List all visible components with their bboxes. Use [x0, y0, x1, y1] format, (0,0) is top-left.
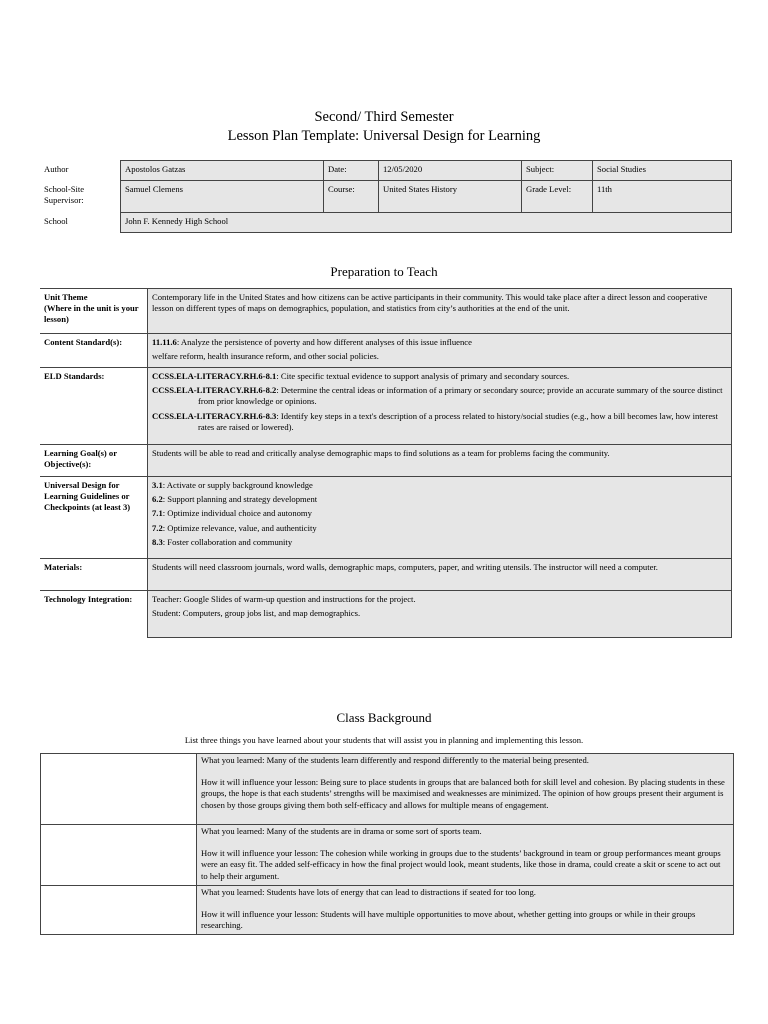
eld-standard-item [152, 411, 727, 433]
subject-label: Subject: [522, 161, 593, 181]
udl-code: 6.2 [152, 494, 163, 505]
course-label: Course: [324, 181, 379, 213]
udl-item [152, 480, 727, 491]
preparation-table [40, 288, 732, 638]
background-section-title: Class Background [336, 710, 432, 725]
influence-text: How it will influence your lesson: Being sure to place students in groups that are balanced both for skill level and cohesion. By placing students in these groups, the hope is that each students’ strengths will be maximised and weaknesses are minimized. The opinion of how groups present their argument is chosen by those groups giving them both self-efficacy and allows for multiple means of engagement. [201, 777, 725, 810]
eld-standard-code: CCSS.ELA-LITERACY.RH.6-8.1 [152, 371, 277, 381]
background-entry [197, 886, 734, 935]
udl-text: : Activate or supply background knowledge [162, 480, 313, 490]
eld-standard-text: : Determine the central ideas or information of a primary or secondary source; provide an accurate summary of the source distinct from prior knowledge or opinions. [198, 385, 723, 407]
technology-student: Student: Computers, group jobs list, and map demographics. [152, 608, 361, 619]
materials-value: Students will need classroom journals, word walls, demographic maps, computers, paper, and writing utensils. The instructor will need a computer. [148, 559, 732, 591]
eld-standard-item [152, 385, 727, 407]
author-label: Author [44, 163, 69, 174]
udl-item [152, 494, 727, 505]
background-empty-cell [41, 825, 197, 886]
author-value: Apostolos Gatzas [121, 161, 324, 181]
udl-text: : Optimize individual choice and autonomy [162, 508, 312, 519]
unit-theme-label-main: Unit Theme [44, 292, 88, 302]
eld-standard-text: : Identify key steps in a text's description of a process related to history/social studies (e.g., how a bill becomes law, how interest rates are raised or lowered). [198, 410, 718, 432]
content-standard-line1 [152, 337, 727, 348]
influence-text: How it will influence your lesson: The cohesion while working in groups due to the students’ background in team or group performances meant groups were an easy fit. The added self-efficacy in how the final project would look, meant students, like those in drama, could create a skit or scene to act out to help their argument. [201, 848, 721, 881]
learned-text: What you learned: Many of the students learn differently and respond differently to the material being presented. [201, 755, 589, 765]
content-standards-value [148, 334, 732, 368]
background-entry [197, 825, 734, 886]
prep-section-title: Preparation to Teach [330, 264, 438, 279]
unit-theme-label [40, 289, 148, 334]
udl-text: : Support planning and strategy development [162, 494, 318, 505]
eld-standards-value [148, 368, 732, 445]
eld-standard-code: CCSS.ELA-LITERACY.RH.6-8.2 [152, 385, 277, 396]
supervisor-value: Samuel Clemens [121, 181, 324, 213]
udl-text: : Foster collaboration and community [162, 536, 293, 547]
udl-item [152, 537, 727, 548]
unit-theme-label-sub: (Where in the unit is your lesson) [44, 303, 139, 325]
learned-text: What you learned: Students have lots of energy that can lead to distractions if seated for too long. [201, 887, 536, 897]
grade-label: Grade Level: [522, 181, 593, 213]
udl-item [152, 508, 727, 519]
learned-text: What you learned: Many of the students are in drama or some sort of sports team. [201, 826, 482, 836]
technology-value [148, 591, 732, 638]
materials-label: Materials: [40, 559, 148, 591]
date-label: Date: [324, 161, 379, 181]
udl-label: Universal Design for Learning Guidelines or Checkpoints (at least 3) [40, 477, 148, 559]
udl-code: 8.3 [152, 536, 163, 547]
udl-value [148, 477, 732, 559]
udl-code: 7.1 [152, 508, 163, 519]
content-standard-code: 11.11.6 [152, 337, 177, 347]
supervisor-label: School-Site Supervisor: [44, 183, 85, 205]
background-entry [197, 754, 734, 825]
date-value: 12/05/2020 [379, 161, 522, 181]
header-info-table [40, 160, 732, 233]
content-standard-line2: welfare reform, health insurance reform, and other social policies. [152, 351, 379, 362]
document-title-line2: Lesson Plan Template: Universal Design for Learning [227, 128, 541, 144]
school-value: John F. Kennedy High School [121, 213, 732, 233]
udl-code: 3.1 [152, 480, 163, 490]
subject-value: Social Studies [593, 161, 732, 181]
background-empty-cell [41, 886, 197, 935]
influence-text: How it will influence your lesson: Students will have multiple opportunities to move about, whether getting into groups or while in their groups researching. [201, 909, 696, 931]
udl-item [152, 523, 727, 534]
document-title-line1: Second/ Third Semester [314, 109, 454, 125]
eld-standard-item [152, 371, 727, 382]
udl-text: : Optimize relevance, value, and authenticity [162, 522, 317, 533]
course-value: United States History [379, 181, 522, 213]
learning-goal-value: Students will be able to read and critically analyse demographic maps to find solutions as a team for problems facing the community. [148, 445, 732, 477]
background-empty-cell [41, 754, 197, 825]
eld-standard-code: CCSS.ELA-LITERACY.RH.6-8.3 [152, 410, 277, 421]
eld-standard-text: : Cite specific textual evidence to support analysis of primary and secondary sources. [276, 371, 570, 381]
class-background-table [40, 753, 734, 935]
school-label: School [44, 215, 68, 226]
background-intro: List three things you have learned about your students that will assist you in planning and implementing this lesson. [184, 735, 584, 745]
unit-theme-value: Contemporary life in the United States and how citizens can be active participants in their community. This would take place after a direct lesson and cooperative lesson on different types of maps on demographics, population, and statistics from city’s authorities at the end of the unit. [148, 289, 732, 334]
learning-goal-label: Learning Goal(s) or Objective(s): [40, 445, 148, 477]
technology-label: Technology Integration: [40, 591, 148, 638]
grade-value: 11th [593, 181, 732, 213]
eld-standards-label: ELD Standards: [40, 368, 148, 445]
content-standards-label: Content Standard(s): [40, 334, 148, 368]
technology-teacher: Teacher: Google Slides of warm-up question and instructions for the project. [152, 594, 416, 604]
content-standard-text: : Analyze the persistence of poverty and how different analyses of this issue influence [176, 337, 472, 347]
udl-code: 7.2 [152, 522, 163, 533]
